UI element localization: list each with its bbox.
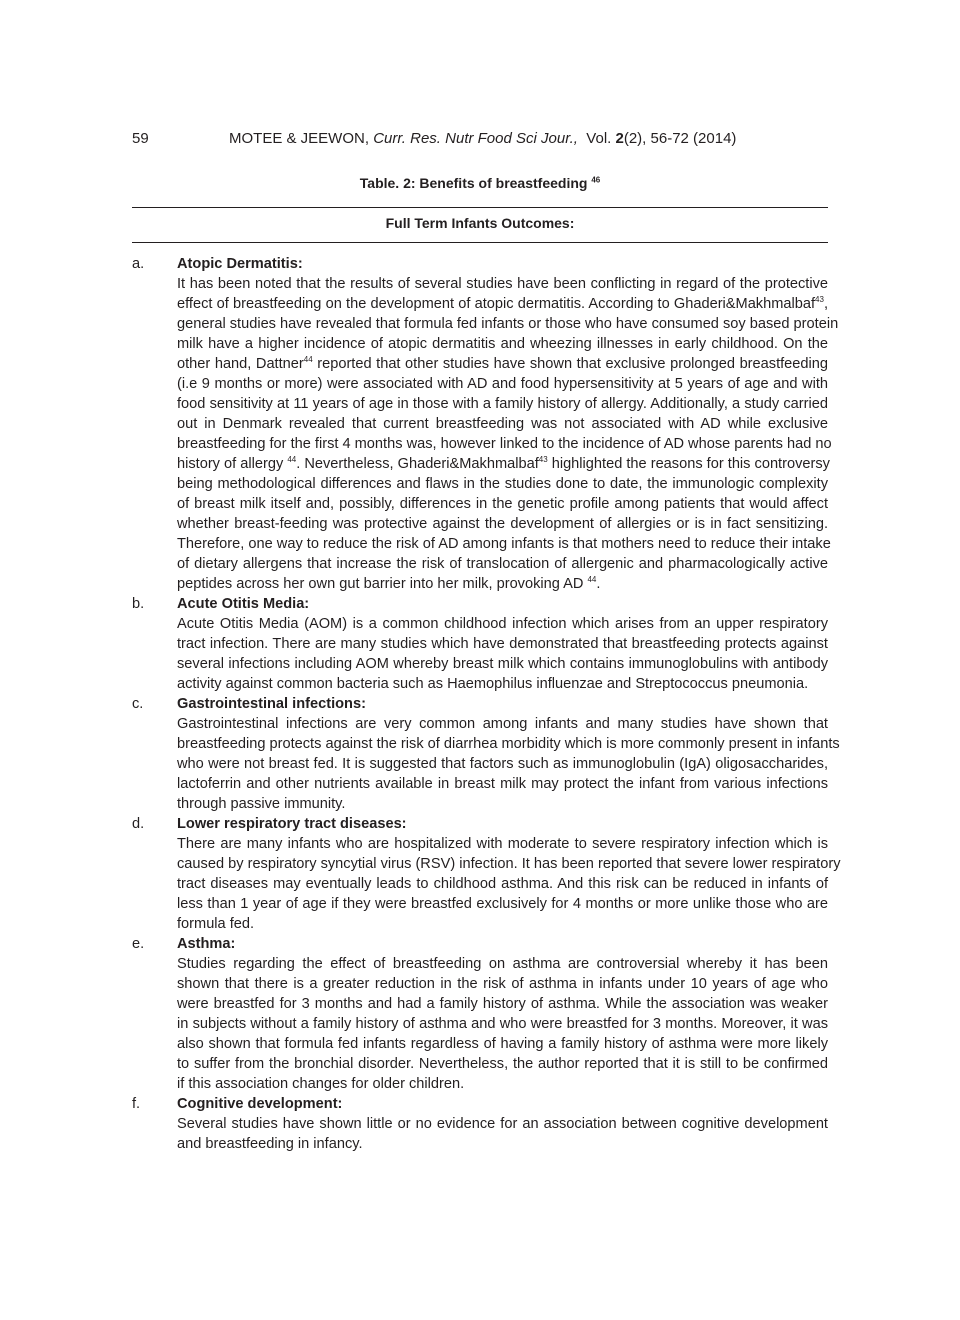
- citation-ref: 44: [587, 575, 597, 585]
- outcome-marker: c.: [132, 696, 144, 712]
- outcome-text-line: breastfeeding protects against the risk of diarrhea morbidity which is more commonly present in infants: [177, 736, 840, 752]
- citation-ref: 43: [538, 455, 548, 465]
- outcome-text-line: food sensitivity at 11 years of age in those with a family history of allergy. Additionally, a study carried: [177, 396, 828, 412]
- outcome-text-line: milk have a higher incidence of atopic dermatitis and wheezing illnesses in early childhood. On the: [177, 336, 828, 352]
- outcome-text-line: in subjects without a family history of asthma and who were breastfed for 3 months. Moreover, it was: [177, 1016, 828, 1032]
- outcome-text-line: breastfeeding for the first 4 months was, however linked to the incidence of AD whose parents had no: [177, 436, 832, 452]
- outcome-item: [132, 694, 840, 814]
- outcome-item: [132, 814, 841, 934]
- outcome-text-line: if this association changes for older children.: [177, 1076, 465, 1092]
- outcome-text-line: It has been noted that the results of several studies have been conflicting in regard of the protective: [177, 276, 828, 292]
- page-number: 59: [132, 130, 149, 147]
- table-caption-text: Table. 2: Benefits of breastfeeding: [359, 175, 588, 191]
- running-head-authors: MOTEE & JEEWON,: [229, 130, 374, 147]
- outcome-text-line: and breastfeeding in infancy.: [177, 1136, 363, 1152]
- running-head-issue: (2), 56-72 (2014): [623, 130, 737, 147]
- outcome-text-line: less than 1 year of age if they were breastfed exclusively for 4 months or more unlike those who are: [177, 896, 828, 912]
- outcome-text-line: Gastrointestinal infections are very common among infants and many studies have shown that: [177, 716, 828, 732]
- outcomes-list: [132, 254, 841, 1154]
- outcome-text-line: being methodological differences and flaws in the studies done to date, the immunologic complexity: [177, 476, 828, 492]
- outcome-item: [132, 934, 828, 1094]
- outcome-marker: a.: [132, 256, 145, 272]
- outcome-text-line: out in Denmark revealed that current breastfeeding was not associated with AD while exclusive: [177, 416, 828, 432]
- citation-ref: 44: [287, 455, 297, 465]
- outcome-text-line: caused by respiratory syncytial virus (RSV) infection. It has been reported that severe lower respiratory: [177, 856, 841, 872]
- running-head-volume-label: Vol.: [577, 130, 616, 147]
- table-header-rule: [132, 242, 828, 243]
- outcome-text-line: peptides across her own gut barrier into her milk, provoking AD $^{44}$.: [177, 575, 601, 592]
- outcome-text-line: shown that there is a greater reduction in the risk of asthma in infants under 10 years of age who: [177, 976, 828, 992]
- table-section-heading: Full Term Infants Outcomes:: [385, 215, 575, 231]
- table-caption-ref: 46: [591, 175, 601, 185]
- outcome-text-line: through passive immunity.: [177, 796, 346, 812]
- outcome-text-line: who were not breast fed. It is suggested that factors such as immunoglobulin (IgA) oligosaccharides,: [177, 756, 828, 772]
- outcome-marker: b.: [132, 596, 145, 612]
- outcome-text-line: formula fed.: [177, 916, 255, 932]
- outcome-title: Acute Otitis Media:: [177, 596, 310, 612]
- outcome-title: Gastrointestinal infections:: [177, 696, 366, 712]
- outcome-text-line: tract infection. There are many studies which have demonstrated that breastfeeding protects against: [177, 636, 828, 652]
- outcome-text-line: several infections including AOM whereby breast milk which contains immunoglobulins with antibody: [177, 656, 828, 672]
- outcome-text-line: Studies regarding the effect of breastfeeding on asthma are controversial whereby it has been: [177, 956, 828, 972]
- outcome-text-line: were breastfed for 3 months and had a family history of asthma. While the association was weaker: [177, 996, 828, 1012]
- outcome-title: Atopic Dermatitis:: [177, 256, 303, 272]
- outcome-text-line: Several studies have shown little or no evidence for an association between cognitive development: [177, 1116, 828, 1132]
- outcome-text-line: (i.e 9 months or more) were associated with AD and food hypersensitivity at 5 years of age and with: [177, 376, 828, 392]
- table-top-rule: [132, 207, 828, 208]
- running-head: [229, 130, 736, 147]
- running-head-volume: 2: [615, 130, 624, 147]
- outcome-item: [132, 1094, 828, 1154]
- outcome-item: [132, 254, 839, 594]
- outcome-text-line: of dietary allergens that increase the risk of translocation of allergenic and pharmacologically active: [177, 556, 828, 572]
- running-head-journal: Curr. Res. Nutr Food Sci Jour.,: [373, 130, 578, 147]
- outcome-text-line: also shown that formula fed infants regardless of having a family history of asthma were more likely: [177, 1036, 828, 1052]
- outcome-text-line: Acute Otitis Media (AOM) is a common childhood infection which arises from an upper respiratory: [177, 616, 828, 632]
- outcome-title: Cognitive development:: [177, 1096, 343, 1112]
- outcome-text-line: There are many infants who are hospitalized with moderate to severe respiratory infection which is: [177, 836, 828, 852]
- outcome-title: Asthma:: [177, 936, 236, 952]
- outcome-text-line: general studies have revealed that formula fed infants or those who have consumed soy based protein: [177, 316, 839, 332]
- table-caption: [132, 175, 828, 191]
- citation-ref: 44: [303, 355, 313, 365]
- outcome-text-line: to suffer from the bronchial disorder. Nevertheless, the author reported that it is still to be confirmed: [177, 1056, 828, 1072]
- outcome-text-line: activity against common bacteria such as Haemophilus influenzae and Streptococcus pneumonia.: [177, 676, 809, 692]
- outcome-text-line: lactoferrin and other nutrients available in breast milk may protect the infant from various infections: [177, 776, 828, 792]
- outcome-text-line: history of allergy $^{44}$. Nevertheless, Ghaderi&Makhmalbaf$^{43}$ highlighted the reasons for this controversy: [177, 455, 830, 472]
- outcome-marker: f.: [132, 1096, 141, 1112]
- outcome-marker: e.: [132, 936, 145, 952]
- citation-ref: 43: [815, 295, 824, 305]
- outcome-text-line: effect of breastfeeding on the development of atopic dermatitis. According to Ghaderi&Makhmalbaf$^{43}$,: [177, 295, 828, 312]
- outcome-text-line: other hand, Dattner$^{44}$ reported that other studies have shown that exclusive prolonged breastfeeding: [177, 355, 829, 372]
- outcome-text-line: of breast milk itself and, possibly, differences in the genetic profile among patients that would affect: [177, 496, 828, 512]
- outcome-title: Lower respiratory tract diseases:: [177, 816, 407, 832]
- outcome-text-line: whether breast-feeding was protective against the development of allergies or is in fact sensitizing.: [177, 516, 828, 532]
- outcome-text-line: Therefore, one way to reduce the risk of AD among infants is that mothers need to reduce their intake: [177, 536, 831, 552]
- outcome-item: [132, 594, 828, 694]
- outcome-text-line: tract diseases may eventually leads to childhood asthma. And this risk can be reduced in infants of: [177, 876, 828, 892]
- outcome-marker: d.: [132, 816, 145, 832]
